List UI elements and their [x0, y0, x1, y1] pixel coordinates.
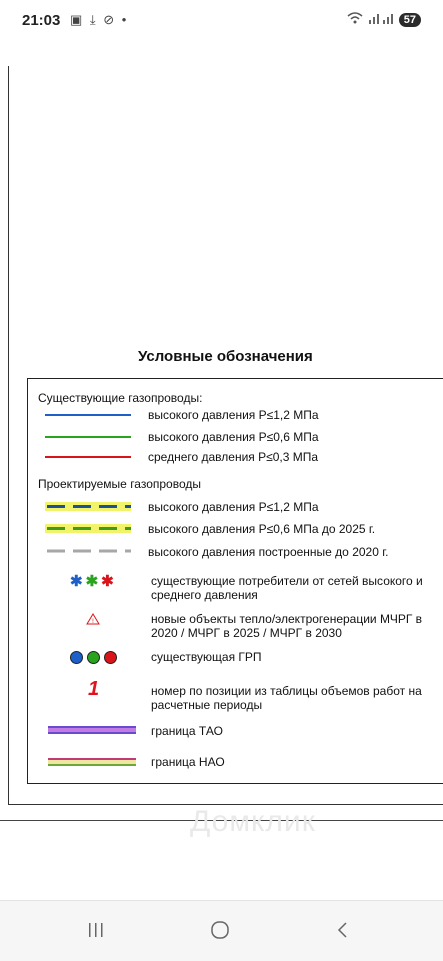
home-button[interactable]	[210, 921, 232, 945]
position-number: 1	[88, 678, 100, 700]
signal-icon	[368, 12, 394, 27]
grp-dots-icon	[70, 651, 117, 664]
grp-label: существующая ГРП	[151, 650, 262, 664]
planned-label-2: высокого давления Р≤0,6 МПа до 2025 г.	[148, 522, 376, 536]
planned-label-1: высокого давления Р≤1,2 МПа	[148, 500, 319, 514]
watermark: Домклик	[190, 805, 316, 838]
planned-label-3: высокого давления построенные до 2020 г.	[148, 545, 389, 559]
tao-label: граница ТАО	[151, 724, 223, 738]
wifi-icon	[347, 12, 363, 27]
consumer-stars-icon: ✱✱✱	[70, 573, 117, 590]
new-objects-label: новые объекты тепло/электрогенерации МЧРГ в 2020 / МЧРГ в 2025 / МЧРГ в 2030	[151, 612, 423, 640]
status-time: 21:03	[22, 12, 61, 29]
nao-boundary-line	[48, 758, 136, 766]
notification-icons: ▣ ⤓ ⊘ •	[70, 12, 129, 27]
tao-boundary-line	[48, 726, 136, 734]
status-right	[347, 12, 421, 27]
existing-label-2: высокого давления Р≤0,6 МПа	[148, 430, 319, 444]
consumers-label: существующие потребители от сетей высокого и среднего давления	[151, 574, 423, 602]
planned-line-grey	[45, 548, 131, 554]
back-button[interactable]	[336, 921, 350, 945]
existing-label-3: среднего давления Р≤0,3 МПа	[148, 450, 319, 464]
planned-header: Проектируемые газопроводы	[38, 477, 202, 491]
legend-title: Условные обозначения	[138, 348, 313, 365]
recent-apps-button[interactable]	[86, 921, 106, 945]
planned-line-green	[45, 524, 131, 533]
existing-line-red	[45, 456, 131, 458]
existing-header: Существующие газопроводы:	[38, 391, 203, 405]
nao-label: граница НАО	[151, 755, 225, 769]
navigation-bar	[0, 900, 443, 961]
position-label: номер по позиции из таблицы объемов работ на расчетные периоды	[151, 684, 422, 712]
generation-triangle-icon	[86, 612, 100, 630]
existing-line-blue	[45, 414, 131, 416]
status-bar	[0, 0, 443, 44]
svg-text:!: !	[91, 618, 95, 625]
planned-line-blue	[45, 502, 131, 511]
existing-line-green	[45, 436, 131, 438]
existing-label-1: высокого давления Р≤1,2 МПа	[148, 408, 319, 422]
battery-indicator: 57	[399, 13, 421, 27]
